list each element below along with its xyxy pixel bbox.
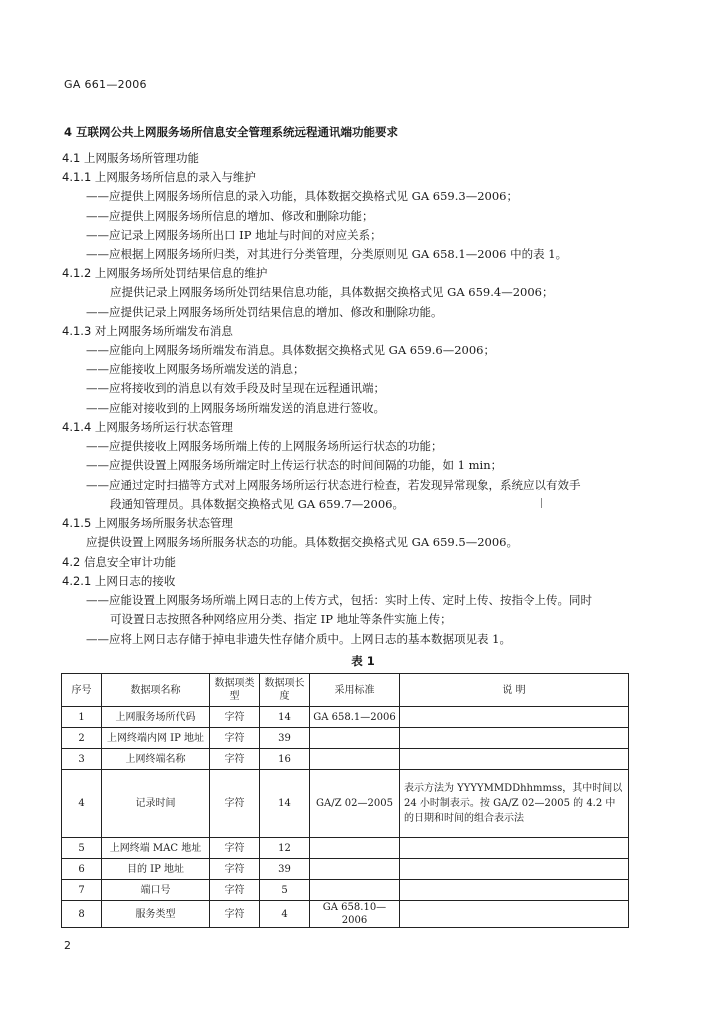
cell-standard (310, 728, 400, 749)
cell-type: 字符 (210, 838, 260, 859)
cell-length: 12 (260, 838, 310, 859)
cell-name: 目的 IP 地址 (102, 859, 210, 880)
table-row (62, 859, 629, 880)
cell-standard: GA/Z 02—2005 (310, 770, 400, 838)
table-row (62, 838, 629, 859)
cell-name: 上网终端名称 (102, 749, 210, 770)
list-item: ——应提供设置上网服务场所端定时上传运行状态的时间间隔的功能，如 1 min； (86, 458, 503, 472)
list-item: ——应通过定时扫描等方式对上网服务场所运行状态进行检查，若发现异常现象，系统应以有效手 (86, 478, 581, 492)
list-item: ——应提供接收上网服务场所端上传的上网服务场所运行状态的功能； (86, 439, 443, 453)
cell-description (400, 728, 629, 749)
cell-type: 字符 (210, 707, 260, 728)
section-4-1-1-title: 4.1.1 上网服务场所信息的录入与维护 (62, 170, 256, 184)
table-row (62, 707, 629, 728)
header-length: 数据项长度 (260, 674, 310, 707)
cell-no: 3 (62, 749, 102, 770)
cell-description (400, 838, 629, 859)
cell-type: 字符 (210, 880, 260, 901)
cell-description (400, 749, 629, 770)
list-item: ——应能对接收到的上网服务场所端发送的消息进行签收。 (86, 401, 385, 415)
cell-description (400, 707, 629, 728)
cell-standard: GA 658.1—2006 (310, 707, 400, 728)
cell-name: 上网终端 MAC 地址 (102, 838, 210, 859)
cell-no: 5 (62, 838, 102, 859)
list-item-continuation: 可设置日志按照各种网络应用分类、指定 IP 地址等条件实施上传； (110, 612, 452, 626)
cell-length: 39 (260, 728, 310, 749)
list-item: ——应能向上网服务场所端发布消息。具体数据交换格式见 GA 659.6—2006； (86, 343, 495, 357)
list-item: ——应提供上网服务场所信息的录入功能，具体数据交换格式见 GA 659.3—2006； (86, 189, 518, 203)
table-row (62, 880, 629, 901)
table-header-row (62, 674, 629, 707)
table-row (62, 901, 629, 928)
table-caption: 表 1 (351, 654, 375, 668)
header-name: 数据项名称 (102, 674, 210, 707)
list-item: ——应能设置上网服务场所端上网日志的上传方式，包括：实时上传、定时上传、按指令上传。同时 (86, 593, 592, 607)
cell-name: 服务类型 (102, 901, 210, 928)
cell-description: 表示方法为 YYYYMMDDhhmmss，其中时间以 24 小时制表示。按 GA/Z 02—2005 的 4.2 中的日期和时间的组合表示法 (400, 770, 629, 838)
cell-type: 字符 (210, 749, 260, 770)
cell-name: 上网终端内网 IP 地址 (102, 728, 210, 749)
section-4-2-title: 4.2 信息安全审计功能 (62, 555, 176, 569)
cell-description (400, 880, 629, 901)
cell-standard (310, 880, 400, 901)
cell-no: 7 (62, 880, 102, 901)
cell-length: 16 (260, 749, 310, 770)
cell-no: 1 (62, 707, 102, 728)
header-no: 序号 (62, 674, 102, 707)
table-row (62, 749, 629, 770)
list-item: ——应记录上网服务场所出口 IP 地址与时间的对应关系； (86, 228, 382, 242)
cell-name: 记录时间 (102, 770, 210, 838)
cell-no: 4 (62, 770, 102, 838)
cell-no: 8 (62, 901, 102, 928)
section-4-1-5-title: 4.1.5 上网服务场所服务状态管理 (62, 516, 233, 530)
cell-length: 4 (260, 901, 310, 928)
list-item: ——应能接收上网服务场所端发送的消息； (86, 362, 305, 376)
cell-no: 6 (62, 859, 102, 880)
list-item: ——应提供上网服务场所信息的增加、修改和删除功能； (86, 209, 374, 223)
cell-length: 14 (260, 770, 310, 838)
cell-no: 2 (62, 728, 102, 749)
standard-id: GA 661—2006 (64, 78, 147, 91)
section-4-1-3-title: 4.1.3 对上网服务场所端发布消息 (62, 324, 233, 338)
cell-standard (310, 838, 400, 859)
section-4-title: 4 互联网公共上网服务场所信息安全管理系统远程通讯端功能要求 (64, 125, 399, 139)
cell-standard: GA 658.10—2006 (310, 901, 400, 928)
cell-type: 字符 (210, 770, 260, 838)
scan-mark (541, 498, 542, 508)
section-4-1-2-title: 4.1.2 上网服务场所处罚结果信息的维护 (62, 266, 268, 280)
cell-type: 字符 (210, 728, 260, 749)
header-type: 数据项类型 (210, 674, 260, 707)
cell-length: 5 (260, 880, 310, 901)
cell-type: 字符 (210, 901, 260, 928)
cell-description (400, 901, 629, 928)
table-row (62, 728, 629, 749)
paragraph: 应提供记录上网服务场所处罚结果信息功能，具体数据交换格式见 GA 659.4—2006； (110, 285, 554, 299)
cell-standard (310, 749, 400, 770)
paragraph: 应提供设置上网服务场所服务状态的功能。具体数据交换格式见 GA 659.5—2006。 (86, 535, 518, 549)
section-4-1-4-title: 4.1.4 上网服务场所运行状态管理 (62, 420, 233, 434)
cell-length: 39 (260, 859, 310, 880)
cell-name: 上网服务场所代码 (102, 707, 210, 728)
list-item: ——应将接收到的消息以有效手段及时呈现在远程通讯端； (86, 381, 385, 395)
list-item-continuation: 段通知管理员。具体数据交换格式见 GA 659.7—2006。 (110, 497, 404, 511)
list-item: ——应将上网日志存储于掉电非遗失性存储介质中。上网日志的基本数据项见表 1。 (86, 632, 511, 646)
cell-type: 字符 (210, 859, 260, 880)
cell-name: 端口号 (102, 880, 210, 901)
cell-description (400, 859, 629, 880)
cell-length: 14 (260, 707, 310, 728)
list-item: ——应提供记录上网服务场所处罚结果信息的增加、修改和删除功能。 (86, 305, 443, 319)
cell-standard (310, 859, 400, 880)
header-description: 说 明 (400, 674, 629, 707)
section-4-1-title: 4.1 上网服务场所管理功能 (62, 151, 199, 165)
header-standard: 采用标准 (310, 674, 400, 707)
section-4-2-1-title: 4.2.1 上网日志的接收 (62, 574, 176, 588)
data-items-table (61, 673, 629, 928)
page-number: 2 (64, 939, 71, 952)
list-item: ——应根据上网服务场所归类，对其进行分类管理，分类原则见 GA 658.1—2006 中的表 1。 (86, 247, 568, 261)
table-row (62, 770, 629, 838)
